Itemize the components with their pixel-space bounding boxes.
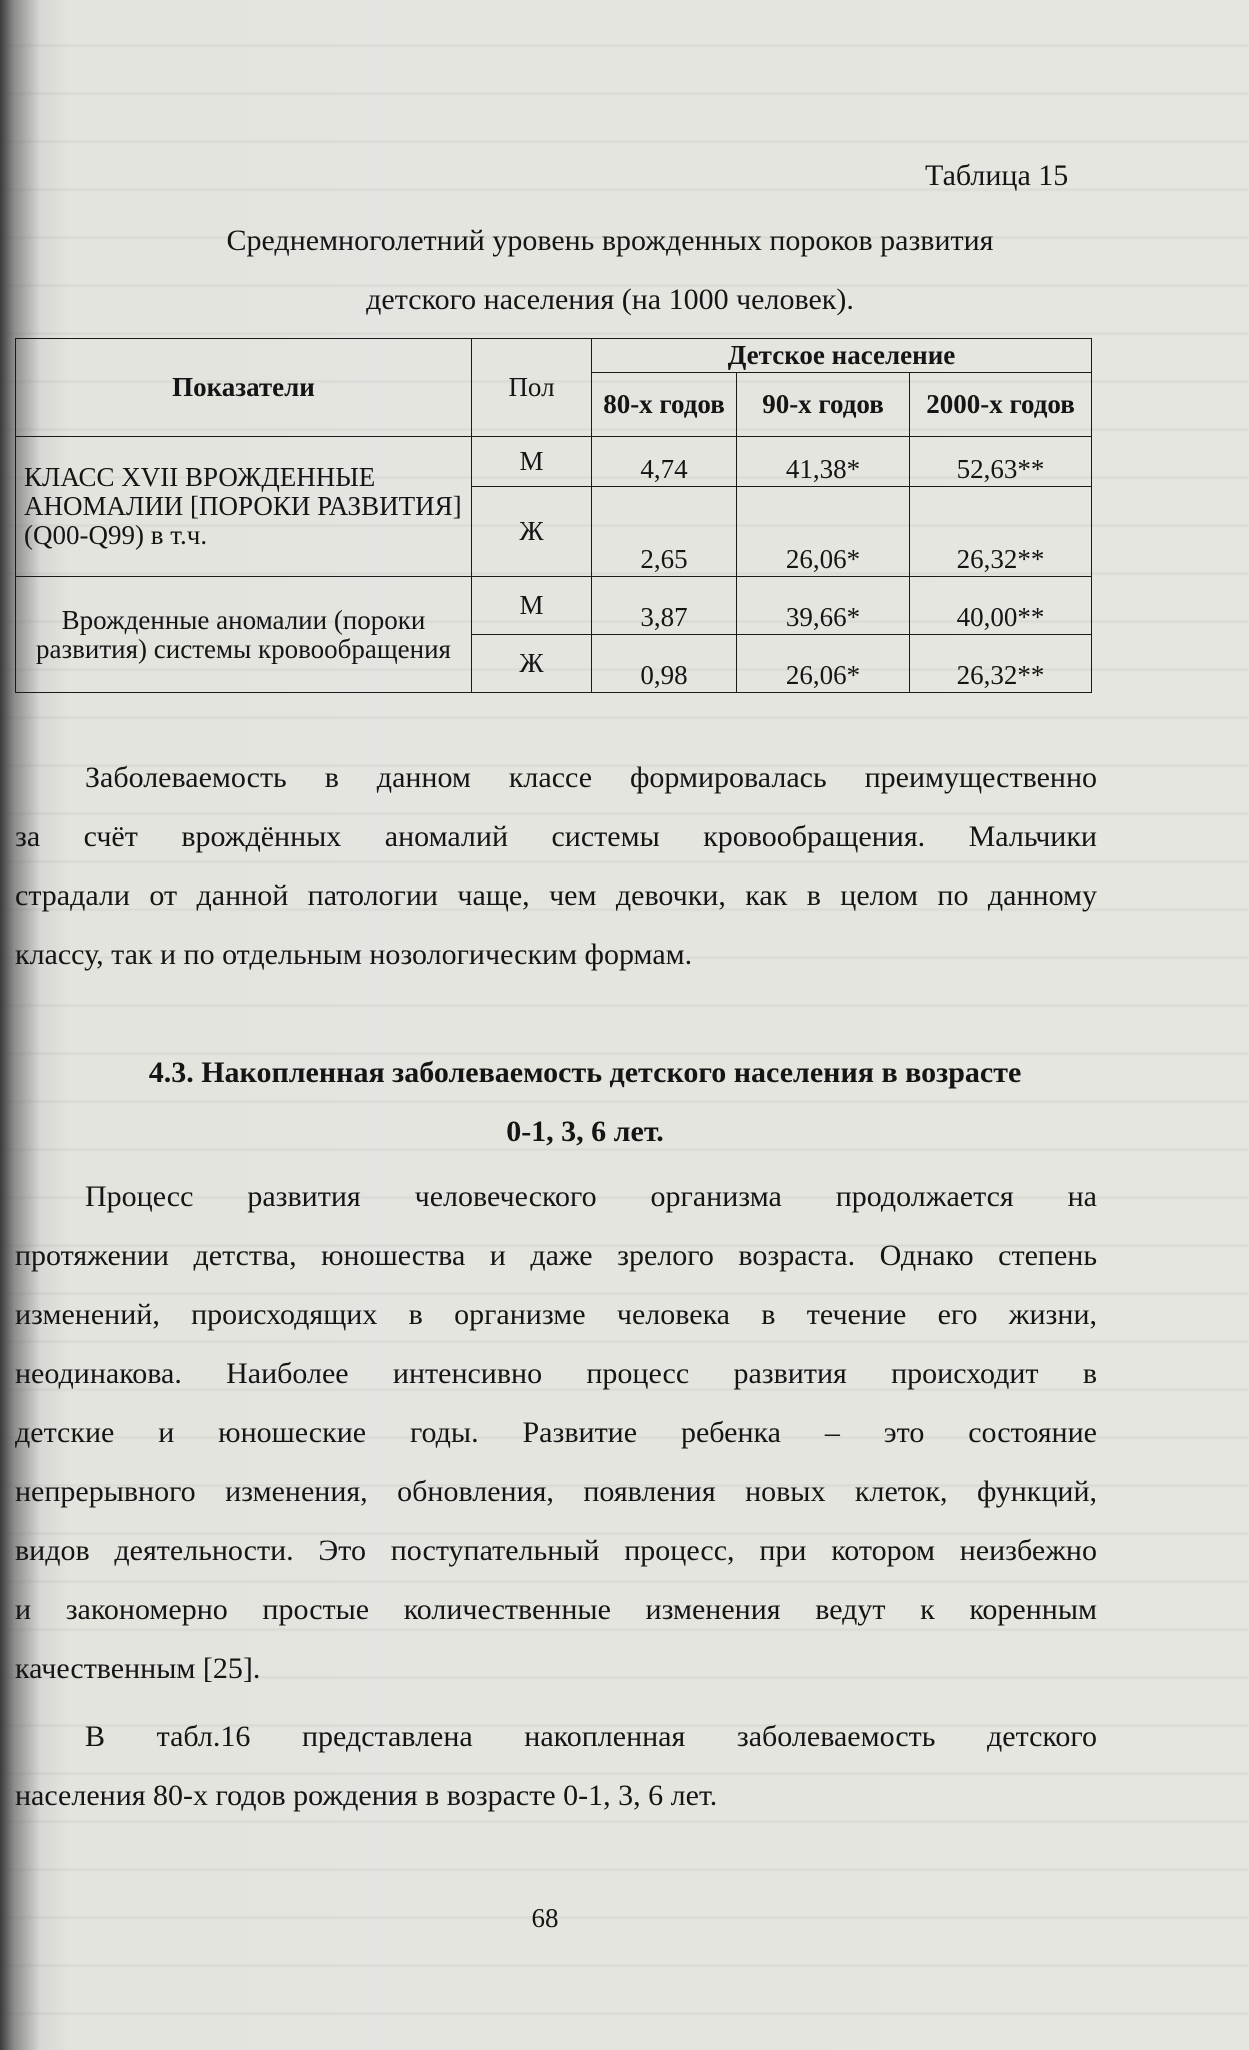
table-row (16, 577, 1092, 635)
value-cell: 39,66* (737, 577, 910, 635)
section-heading-line-1: 4.3. Накопленная заболеваемость детского населения в возрасте (148, 1056, 1022, 1089)
table-caption-line-2: детского населения (на 1000 человек). (366, 283, 854, 316)
value-cell: 2,65 (592, 487, 737, 577)
value-cell: 26,32** (910, 487, 1092, 577)
table-label: Таблица 15 (925, 159, 1069, 192)
value-cell: 52,63** (910, 437, 1092, 487)
header-80s: 80-х годов (592, 373, 737, 437)
table-row (16, 437, 1092, 487)
text-line: Процесс развития человеческого организма продолжается на (85, 1180, 1097, 1213)
text-line: и закономерно простые количественные изменения ведут к коренным (15, 1593, 1097, 1626)
value-cell: 26,32** (910, 635, 1092, 693)
text-line: Заболеваемость в данном классе формировалась преимущественно (85, 761, 1097, 794)
text-line: видов деятельности. Это поступательный процесс, при котором неизбежно (15, 1534, 1097, 1567)
malformations-table (15, 338, 1092, 693)
paragraph-morbidity (15, 748, 1097, 984)
text-line: за счёт врождённых аномалий системы кровообращения. Мальчики (15, 820, 1097, 853)
value-cell: 26,06* (737, 635, 910, 693)
row-indicator: Врожденные аномалии (пороки развития) системы кровообращения (16, 577, 472, 693)
sex-cell: М (472, 577, 592, 635)
text-line: протяжении детства, юношества и даже зрелого возраста. Однако степень (15, 1239, 1097, 1272)
text-line: детские и юношеские годы. Развитие ребенка – это состояние (15, 1416, 1097, 1449)
text-line: качественным [25]. (15, 1652, 261, 1685)
paragraph-development (15, 1167, 1097, 1698)
table-caption-line-1: Среднемноголетний уровень врожденных пороков развития (226, 224, 994, 257)
sex-cell: Ж (472, 487, 592, 577)
row-indicator: КЛАСС XVII ВРОЖДЕННЫЕ АНОМАЛИИ [ПОРОКИ РАЗВИТИЯ] (Q00-Q99) в т.ч. (16, 437, 472, 577)
sex-cell: Ж (472, 635, 592, 693)
value-cell: 40,00** (910, 577, 1092, 635)
header-indicators: Показатели (16, 339, 472, 437)
text-line: классу, так и по отдельным нозологическим формам. (15, 938, 693, 971)
section-heading-line-2: 0-1, 3, 6 лет. (506, 1115, 664, 1148)
header-90s: 90-х годов (737, 373, 910, 437)
value-cell: 3,87 (592, 577, 737, 635)
text-line: В табл.16 представлена накопленная заболеваемость детского (85, 1720, 1097, 1753)
header-child-population: Детское население (592, 339, 1092, 373)
value-cell: 41,38* (737, 437, 910, 487)
value-cell: 0,98 (592, 635, 737, 693)
text-line: изменений, происходящих в организме человека в течение его жизни, (15, 1298, 1097, 1331)
text-line: страдали от данной патологии чаще, чем девочки, как в целом по данному (15, 879, 1097, 912)
text-line: населения 80-х годов рождения в возрасте 0-1, 3, 6 лет. (15, 1779, 718, 1812)
header-2000s: 2000-х годов (910, 373, 1092, 437)
value-cell: 26,06* (737, 487, 910, 577)
value-cell: 4,74 (592, 437, 737, 487)
text-line: непрерывного изменения, обновления, появления новых клеток, функций, (15, 1475, 1097, 1508)
paragraph-table16-intro (15, 1707, 1097, 1825)
text-line: неодинакова. Наиболее интенсивно процесс развития происходит в (15, 1357, 1097, 1390)
header-sex: Пол (472, 339, 592, 437)
page-number: 68 (531, 1903, 559, 1933)
sex-cell: М (472, 437, 592, 487)
